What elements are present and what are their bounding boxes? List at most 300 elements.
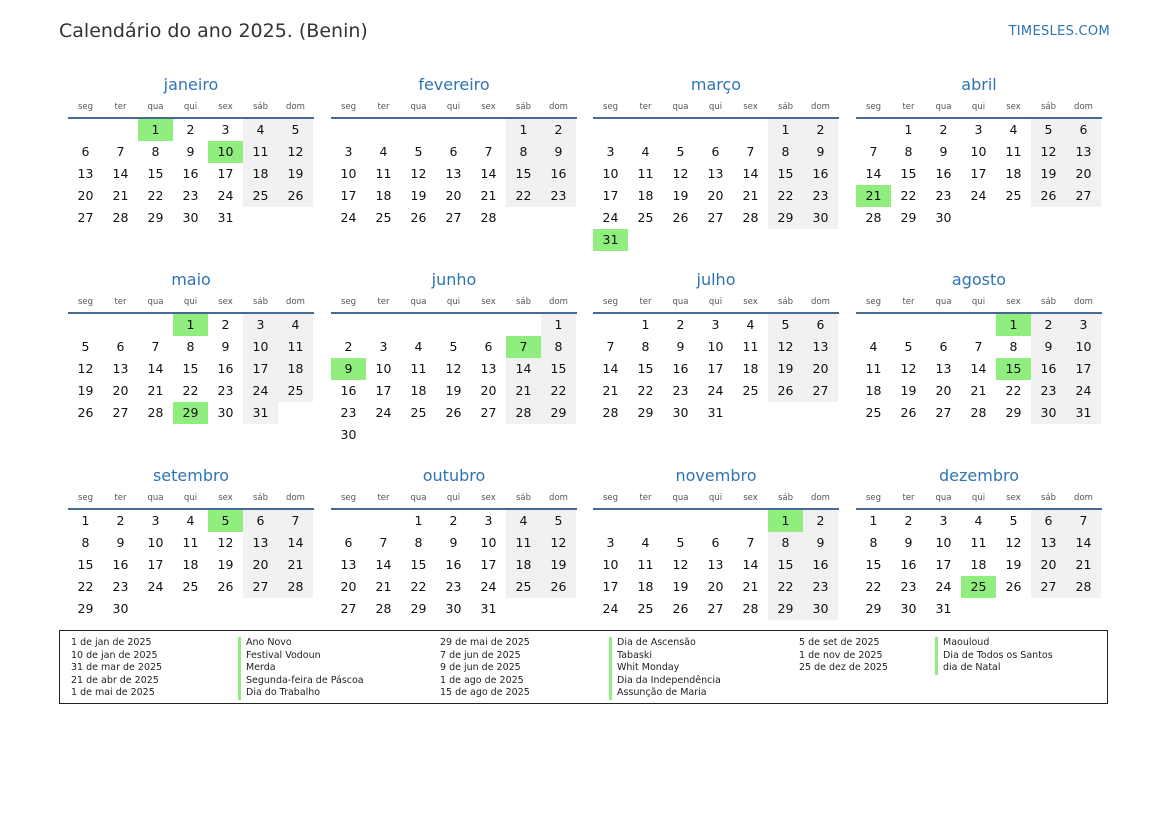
- weekday-label: sáb: [515, 493, 532, 503]
- day-cell: 21: [480, 188, 497, 203]
- weekday-label: sáb: [252, 102, 269, 112]
- weekday-label: sáb: [777, 102, 794, 112]
- empty-cell: [663, 510, 698, 532]
- month-novembro: [593, 463, 839, 620]
- weekday-label: qua: [935, 102, 952, 112]
- day-cell: 23: [112, 579, 129, 594]
- day-cell: 14: [147, 361, 164, 376]
- week-row: [856, 576, 1102, 598]
- day-cell: 20: [77, 188, 94, 203]
- weekend-day-cell: 15: [506, 163, 541, 185]
- day-cell: 24: [935, 579, 952, 594]
- month-name: março: [690, 75, 742, 94]
- weekday-label: dom: [286, 493, 305, 503]
- week-row: [68, 336, 314, 358]
- day-cell: 4: [869, 339, 878, 354]
- empty-cell: [733, 229, 768, 251]
- day-cell: 14: [970, 361, 987, 376]
- empty-cell: [541, 424, 576, 446]
- day-cell: 19: [77, 383, 94, 398]
- day-cell: 10: [340, 166, 357, 181]
- weekend-day-cell: 25: [243, 185, 278, 207]
- day-cell: 31: [707, 405, 724, 420]
- week-row: [68, 510, 314, 532]
- day-cell: 14: [742, 166, 759, 181]
- week-row: [68, 314, 314, 336]
- weekend-day-cell: 28: [506, 402, 541, 424]
- empty-cell: [401, 119, 436, 141]
- day-cell: 23: [900, 579, 917, 594]
- weekday-label: sáb: [1040, 493, 1057, 503]
- week-row: [593, 119, 839, 141]
- day-cell: 26: [77, 405, 94, 420]
- day-cell: 14: [742, 557, 759, 572]
- day-cell: 6: [449, 144, 458, 159]
- day-cell: 17: [340, 188, 357, 203]
- day-cell: 25: [637, 210, 654, 225]
- day-cell: 17: [602, 579, 619, 594]
- empty-cell: [628, 119, 663, 141]
- day-cell: 5: [676, 144, 685, 159]
- empty-cell: [698, 119, 733, 141]
- empty-cell: [103, 314, 138, 336]
- day-cell: 9: [221, 339, 230, 354]
- day-cell: 26: [900, 405, 917, 420]
- day-cell: 3: [974, 122, 983, 137]
- weekday-label: ter: [639, 297, 652, 307]
- day-cell: 25: [410, 405, 427, 420]
- weekday-header: [593, 98, 839, 119]
- weekday-label: qua: [147, 102, 164, 112]
- day-cell: 5: [414, 144, 423, 159]
- weekday-label: qui: [183, 297, 198, 307]
- day-cell: 21: [112, 188, 129, 203]
- weekday-label: ter: [377, 297, 390, 307]
- weekday-label: sex: [1006, 102, 1021, 112]
- day-cell: 10: [602, 557, 619, 572]
- empty-cell: [243, 207, 278, 229]
- weekday-label: qua: [935, 493, 952, 503]
- day-cell: 9: [186, 144, 195, 159]
- day-cell: 7: [974, 339, 983, 354]
- day-cell: 18: [410, 383, 427, 398]
- day-cell: 24: [375, 405, 392, 420]
- legend-holiday-name: Maouloud: [935, 637, 1053, 650]
- day-cell: 13: [707, 557, 724, 572]
- empty-cell: [541, 207, 576, 229]
- weekend-day-cell: 3: [243, 314, 278, 336]
- legend-date: 5 de set de 2025: [799, 637, 880, 648]
- week-row: [593, 207, 839, 229]
- holiday-day-cell: 1: [768, 510, 803, 532]
- day-cell: 17: [602, 188, 619, 203]
- weekend-day-cell: 9: [803, 141, 838, 163]
- week-row: [331, 163, 577, 185]
- weekend-day-cell: 20: [803, 358, 838, 380]
- week-row: [331, 119, 577, 141]
- empty-cell: [331, 119, 366, 141]
- week-row: [593, 510, 839, 532]
- empty-cell: [768, 229, 803, 251]
- day-cell: 8: [81, 535, 90, 550]
- weekday-label: qui: [446, 102, 461, 112]
- weekend-day-cell: 19: [768, 358, 803, 380]
- empty-cell: [803, 402, 838, 424]
- weekday-label: qua: [410, 102, 427, 112]
- day-cell: 8: [869, 535, 878, 550]
- day-cell: 19: [1005, 557, 1022, 572]
- day-cell: 5: [676, 535, 685, 550]
- empty-cell: [471, 314, 506, 336]
- month-name: julho: [696, 270, 736, 289]
- day-cell: 15: [865, 557, 882, 572]
- weekend-day-cell: 6: [1031, 510, 1066, 532]
- day-cell: 18: [865, 383, 882, 398]
- weekend-day-cell: 1: [506, 119, 541, 141]
- weekend-day-cell: 10: [243, 336, 278, 358]
- weekday-label: sex: [743, 102, 758, 112]
- day-cell: 25: [637, 601, 654, 616]
- weekend-day-cell: 3: [1066, 314, 1101, 336]
- weekday-label: sex: [218, 493, 233, 503]
- day-cell: 4: [746, 317, 755, 332]
- day-cell: 13: [445, 166, 462, 181]
- day-cell: 11: [970, 535, 987, 550]
- weekday-label: qua: [410, 297, 427, 307]
- week-row: [68, 402, 314, 424]
- day-cell: 21: [742, 579, 759, 594]
- weekend-day-cell: 31: [1066, 402, 1101, 424]
- day-cell: 5: [1009, 513, 1018, 528]
- week-row: [68, 163, 314, 185]
- week-row: [593, 229, 839, 251]
- empty-cell: [331, 510, 366, 532]
- day-cell: 25: [375, 210, 392, 225]
- day-cell: 28: [602, 405, 619, 420]
- weekday-header: [331, 98, 577, 119]
- holiday-day-cell: 31: [593, 229, 628, 251]
- empty-cell: [961, 598, 996, 620]
- weekend-day-cell: 4: [506, 510, 541, 532]
- weekday-label: ter: [377, 102, 390, 112]
- legend-holiday-name: Dia do Trabalho: [238, 687, 364, 700]
- day-cell: 7: [746, 535, 755, 550]
- day-cell: 5: [449, 339, 458, 354]
- day-cell: 26: [445, 405, 462, 420]
- day-cell: 16: [445, 557, 462, 572]
- day-cell: 16: [112, 557, 129, 572]
- weekday-header: [856, 293, 1102, 314]
- weekend-day-cell: 14: [1066, 532, 1101, 554]
- weekday-label: qua: [410, 493, 427, 503]
- weekend-day-cell: 8: [541, 336, 576, 358]
- day-cell: 29: [637, 405, 654, 420]
- day-cell: 11: [410, 361, 427, 376]
- empty-cell: [243, 598, 278, 620]
- week-row: [856, 185, 1102, 207]
- legend-date: 9 de jun de 2025: [440, 662, 521, 674]
- legend-holiday-name: Ano Novo: [238, 637, 364, 650]
- day-cell: 27: [707, 601, 724, 616]
- day-cell: 20: [707, 579, 724, 594]
- weekday-label: seg: [602, 297, 619, 307]
- day-cell: 23: [217, 383, 234, 398]
- weekday-label: sáb: [515, 102, 532, 112]
- legend-holiday-name: Dia de Ascensão: [609, 637, 721, 650]
- day-cell: 7: [379, 535, 388, 550]
- month-fevereiro: [331, 72, 577, 229]
- month-julho: [593, 267, 839, 424]
- week-row: [593, 576, 839, 598]
- day-cell: 7: [116, 144, 125, 159]
- day-cell: 15: [900, 166, 917, 181]
- weekend-day-cell: 16: [803, 163, 838, 185]
- weekday-header: [68, 98, 314, 119]
- legend-dates-column: [799, 637, 888, 675]
- day-cell: 22: [865, 579, 882, 594]
- legend-date: 10 de jan de 2025: [71, 649, 158, 661]
- weekend-day-cell: 22: [506, 185, 541, 207]
- month-dezembro: [856, 463, 1102, 620]
- day-cell: 22: [1005, 383, 1022, 398]
- day-cell: 4: [414, 339, 423, 354]
- weekend-day-cell: 27: [803, 380, 838, 402]
- weekday-label: sex: [481, 297, 496, 307]
- week-row: [856, 163, 1102, 185]
- weekday-label: dom: [286, 102, 305, 112]
- weekday-label: seg: [865, 493, 882, 503]
- weekend-day-cell: 16: [1031, 358, 1066, 380]
- empty-cell: [593, 314, 628, 336]
- day-cell: 21: [742, 188, 759, 203]
- weekday-label: sáb: [1040, 102, 1057, 112]
- day-cell: 16: [935, 166, 952, 181]
- day-cell: 12: [410, 166, 427, 181]
- day-cell: 25: [865, 405, 882, 420]
- weekday-label: sáb: [252, 493, 269, 503]
- empty-cell: [768, 402, 803, 424]
- legend-holiday-name: Segunda-feira de Páscoa: [238, 675, 364, 688]
- day-cell: 19: [672, 188, 689, 203]
- weekday-label: qua: [147, 297, 164, 307]
- empty-cell: [366, 510, 401, 532]
- weekend-day-cell: 29: [541, 402, 576, 424]
- week-row: [331, 314, 577, 336]
- day-cell: 20: [480, 383, 497, 398]
- week-row: [331, 380, 577, 402]
- empty-cell: [996, 207, 1031, 229]
- day-cell: 1: [869, 513, 878, 528]
- week-row: [331, 207, 577, 229]
- week-row: [68, 380, 314, 402]
- empty-cell: [1031, 207, 1066, 229]
- day-cell: 4: [641, 535, 650, 550]
- day-cell: 2: [186, 122, 195, 137]
- weekday-label: ter: [902, 493, 915, 503]
- weekday-header: [593, 489, 839, 510]
- empty-cell: [436, 119, 471, 141]
- weekend-day-cell: 9: [541, 141, 576, 163]
- day-cell: 2: [904, 513, 913, 528]
- weekend-day-cell: 26: [768, 380, 803, 402]
- legend-dates-column: [440, 637, 530, 700]
- day-cell: 20: [707, 188, 724, 203]
- day-cell: 7: [746, 144, 755, 159]
- week-row: [856, 554, 1102, 576]
- week-row: [856, 336, 1102, 358]
- week-row: [331, 532, 577, 554]
- day-cell: 30: [182, 210, 199, 225]
- legend-names-column: [609, 637, 721, 700]
- weekday-label: qui: [971, 493, 986, 503]
- weekend-day-cell: 16: [541, 163, 576, 185]
- day-cell: 3: [151, 513, 160, 528]
- weekend-day-cell: 12: [278, 141, 313, 163]
- month-name: novembro: [675, 466, 757, 485]
- weekend-day-cell: 19: [541, 554, 576, 576]
- week-row: [331, 424, 577, 446]
- weekday-label: sex: [743, 297, 758, 307]
- empty-cell: [856, 314, 891, 336]
- empty-cell: [278, 402, 313, 424]
- brand-link[interactable]: TIMESLES.COM: [1008, 24, 1110, 39]
- day-cell: 29: [865, 601, 882, 616]
- weekday-label: qua: [672, 102, 689, 112]
- empty-cell: [996, 598, 1031, 620]
- day-cell: 12: [1005, 535, 1022, 550]
- day-cell: 17: [147, 557, 164, 572]
- weekday-header: [593, 293, 839, 314]
- weekend-day-cell: 12: [541, 532, 576, 554]
- empty-cell: [856, 119, 891, 141]
- week-row: [593, 314, 839, 336]
- day-cell: 2: [221, 317, 230, 332]
- day-cell: 22: [637, 383, 654, 398]
- empty-cell: [506, 424, 541, 446]
- weekend-day-cell: 4: [243, 119, 278, 141]
- weekday-label: ter: [377, 493, 390, 503]
- day-cell: 24: [602, 210, 619, 225]
- weekday-label: seg: [77, 297, 94, 307]
- weekend-day-cell: 30: [803, 207, 838, 229]
- day-cell: 11: [375, 166, 392, 181]
- day-cell: 20: [112, 383, 129, 398]
- day-cell: 6: [939, 339, 948, 354]
- day-cell: 6: [484, 339, 493, 354]
- day-cell: 4: [974, 513, 983, 528]
- day-cell: 30: [445, 601, 462, 616]
- day-cell: 24: [480, 579, 497, 594]
- day-cell: 6: [344, 535, 353, 550]
- legend-date: 15 de ago de 2025: [440, 687, 530, 699]
- weekend-day-cell: 27: [243, 576, 278, 598]
- day-cell: 31: [935, 601, 952, 616]
- weekday-label: seg: [77, 102, 94, 112]
- weekend-day-cell: 5: [768, 314, 803, 336]
- weekday-header: [68, 293, 314, 314]
- empty-cell: [331, 314, 366, 336]
- week-row: [68, 554, 314, 576]
- empty-cell: [803, 229, 838, 251]
- weekend-day-cell: 5: [1031, 119, 1066, 141]
- legend-holiday-name: Tabaski: [609, 650, 721, 663]
- weekday-label: sáb: [252, 297, 269, 307]
- day-cell: 29: [77, 601, 94, 616]
- weekday-label: qui: [446, 297, 461, 307]
- weekend-day-cell: 13: [1031, 532, 1066, 554]
- day-cell: 18: [637, 188, 654, 203]
- holiday-day-cell: 25: [961, 576, 996, 598]
- empty-cell: [366, 119, 401, 141]
- day-cell: 21: [147, 383, 164, 398]
- week-row: [331, 402, 577, 424]
- weekend-day-cell: 13: [803, 336, 838, 358]
- empty-cell: [506, 207, 541, 229]
- day-cell: 17: [970, 166, 987, 181]
- month-março: [593, 72, 839, 251]
- day-cell: 8: [641, 339, 650, 354]
- week-row: [68, 532, 314, 554]
- empty-cell: [961, 314, 996, 336]
- day-cell: 26: [672, 210, 689, 225]
- weekday-label: dom: [811, 493, 830, 503]
- day-cell: 10: [480, 535, 497, 550]
- legend-holiday-name: Merda: [238, 662, 364, 675]
- day-cell: 10: [602, 166, 619, 181]
- empty-cell: [663, 119, 698, 141]
- weekend-day-cell: 20: [1031, 554, 1066, 576]
- weekday-label: ter: [114, 493, 127, 503]
- holidays-legend: [59, 630, 1108, 704]
- day-cell: 28: [112, 210, 129, 225]
- day-cell: 3: [379, 339, 388, 354]
- day-cell: 26: [672, 601, 689, 616]
- weekend-day-cell: 19: [1031, 163, 1066, 185]
- weekend-day-cell: 27: [1031, 576, 1066, 598]
- day-cell: 15: [182, 361, 199, 376]
- weekend-day-cell: 25: [506, 576, 541, 598]
- day-cell: 29: [900, 210, 917, 225]
- day-cell: 27: [340, 601, 357, 616]
- day-cell: 7: [151, 339, 160, 354]
- week-row: [593, 532, 839, 554]
- week-row: [68, 207, 314, 229]
- legend-holiday-name: Festival Vodoun: [238, 650, 364, 663]
- weekend-day-cell: 4: [278, 314, 313, 336]
- day-cell: 10: [707, 339, 724, 354]
- day-cell: 12: [672, 557, 689, 572]
- weekday-label: sex: [1006, 297, 1021, 307]
- weekend-day-cell: 30: [1031, 402, 1066, 424]
- day-cell: 19: [217, 557, 234, 572]
- week-row: [593, 358, 839, 380]
- weekday-label: dom: [549, 102, 568, 112]
- weekend-day-cell: 6: [1066, 119, 1101, 141]
- day-cell: 21: [375, 579, 392, 594]
- week-row: [68, 141, 314, 163]
- weekday-label: sex: [218, 297, 233, 307]
- page-title: Calendário do ano 2025. (Benin): [59, 20, 368, 42]
- day-cell: 9: [449, 535, 458, 550]
- day-cell: 27: [707, 210, 724, 225]
- weekend-day-cell: 8: [768, 141, 803, 163]
- weekend-day-cell: 2: [803, 119, 838, 141]
- day-cell: 19: [445, 383, 462, 398]
- day-cell: 30: [672, 405, 689, 420]
- weekend-day-cell: 12: [1031, 141, 1066, 163]
- day-cell: 10: [375, 361, 392, 376]
- day-cell: 12: [900, 361, 917, 376]
